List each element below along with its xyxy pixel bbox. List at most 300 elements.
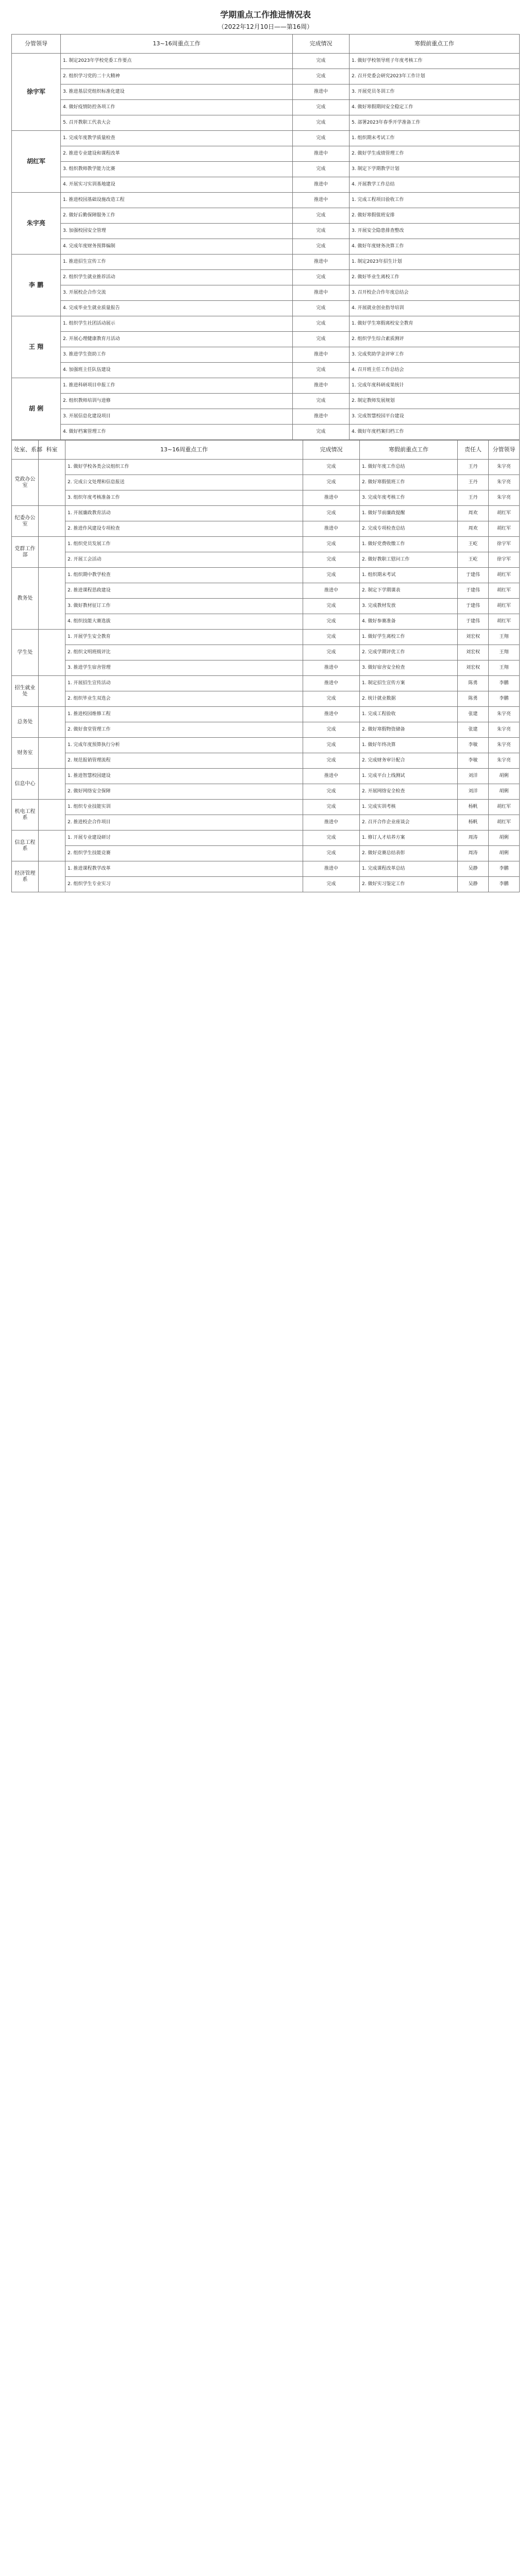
next-task-cell: 1. 修订人才培养方案 xyxy=(360,831,458,846)
task-cell: 1. 完成年度预算执行分析 xyxy=(65,738,303,753)
task-cell: 2. 推进作风建设专项检查 xyxy=(65,521,303,537)
next-task-cell: 2. 召开党委会研究2023年工作计划 xyxy=(350,69,520,84)
dept-name: 机电工程系 xyxy=(12,800,39,831)
owner-cell: 王屹 xyxy=(458,537,489,552)
task-cell: 4. 完成年度财务预算编制 xyxy=(61,239,293,255)
leader-task-row xyxy=(12,193,520,208)
next-task-cell: 3. 完成智慧校园平台建设 xyxy=(350,409,520,425)
status-cell: 推进中 xyxy=(293,285,350,301)
status-cell: 完成 xyxy=(293,301,350,316)
dept-task-row xyxy=(12,506,520,521)
task-cell: 1. 开展招生宣传活动 xyxy=(65,676,303,691)
status-cell: 完成 xyxy=(303,552,360,568)
status-cell: 推进中 xyxy=(293,378,350,394)
section-name xyxy=(39,506,65,537)
next-task-cell: 1. 完成工程项目验收工作 xyxy=(350,193,520,208)
leader-cell: 胡红军 xyxy=(489,583,520,599)
depts-column-header: 分管领导 xyxy=(489,440,520,460)
owner-cell: 刘宏权 xyxy=(458,630,489,645)
status-cell: 完成 xyxy=(293,316,350,332)
dept-name: 信息中心 xyxy=(12,769,39,800)
next-task-cell: 2. 制定下学期课表 xyxy=(360,583,458,599)
leader-cell: 朱宇亮 xyxy=(489,738,520,753)
leader-cell: 胡红军 xyxy=(489,800,520,815)
leader-name: 王 翔 xyxy=(12,316,61,378)
status-cell: 完成 xyxy=(293,363,350,378)
section-name xyxy=(39,537,65,568)
next-task-cell: 1. 组织期末考试 xyxy=(360,568,458,583)
leader-name: 李 鹏 xyxy=(12,255,61,316)
dept-task-row xyxy=(12,676,520,691)
section-name xyxy=(39,769,65,800)
owner-cell: 刘宏权 xyxy=(458,660,489,676)
task-cell: 4. 开展实习实训基地建设 xyxy=(61,177,293,193)
owner-cell: 周涛 xyxy=(458,846,489,861)
leader-cell: 胡红军 xyxy=(489,506,520,521)
leader-task-row xyxy=(12,146,520,162)
task-cell: 1. 完成年度教学质量检查 xyxy=(61,131,293,146)
status-cell: 完成 xyxy=(293,115,350,131)
leader-task-row xyxy=(12,84,520,100)
task-cell: 3. 组织教师教学能力比赛 xyxy=(61,162,293,177)
status-cell: 完成 xyxy=(303,506,360,521)
task-cell: 4. 做好疫情防控各项工作 xyxy=(61,100,293,115)
leader-task-row xyxy=(12,255,520,270)
next-task-cell: 2. 做好竞赛总结表彰 xyxy=(360,846,458,861)
dept-task-row xyxy=(12,490,520,506)
next-task-cell: 3. 完成年度考核工作 xyxy=(360,490,458,506)
status-cell: 完成 xyxy=(303,630,360,645)
next-task-cell: 3. 完成奖助学金评审工作 xyxy=(350,347,520,363)
next-task-cell: 3. 制定下学期教学计划 xyxy=(350,162,520,177)
status-cell: 完成 xyxy=(303,537,360,552)
owner-cell: 于建伟 xyxy=(458,568,489,583)
next-task-cell: 2. 开展网络安全检查 xyxy=(360,784,458,800)
leader-cell: 朱宇亮 xyxy=(489,490,520,506)
owner-cell: 王屹 xyxy=(458,552,489,568)
next-task-cell: 3. 开展党员冬训工作 xyxy=(350,84,520,100)
status-cell: 推进中 xyxy=(293,193,350,208)
next-task-cell: 1. 完成平台上线测试 xyxy=(360,769,458,784)
leader-cell: 朱宇亮 xyxy=(489,475,520,490)
task-cell: 2. 组织毕业生双选会 xyxy=(65,691,303,707)
status-cell: 推进中 xyxy=(303,707,360,722)
task-cell: 1. 开展专业建设研讨 xyxy=(65,831,303,846)
status-cell: 完成 xyxy=(293,208,350,224)
next-task-cell: 3. 完成教材发放 xyxy=(360,599,458,614)
dept-name: 党政办公室 xyxy=(12,460,39,506)
next-task-cell: 2. 做好毕业生离校工作 xyxy=(350,270,520,285)
dept-name: 财务室 xyxy=(12,738,39,769)
next-task-cell: 1. 做好学校领导班子年度考核工作 xyxy=(350,54,520,69)
status-cell: 完成 xyxy=(303,753,360,769)
leader-cell: 李鹏 xyxy=(489,676,520,691)
status-cell: 完成 xyxy=(293,162,350,177)
owner-cell: 吴静 xyxy=(458,861,489,877)
task-cell: 3. 推进学生宿舍管理 xyxy=(65,660,303,676)
owner-cell: 刘洋 xyxy=(458,769,489,784)
task-cell: 2. 组织学生就业推荐活动 xyxy=(61,270,293,285)
depts-column-header: 13~16周重点工作 xyxy=(65,440,303,460)
status-cell: 推进中 xyxy=(293,177,350,193)
next-task-cell: 1. 制定2023年招生计划 xyxy=(350,255,520,270)
leader-task-row xyxy=(12,131,520,146)
depts-column-header: 处室、系部 xyxy=(12,440,39,460)
dept-task-row xyxy=(12,784,520,800)
dept-task-row xyxy=(12,614,520,630)
next-task-cell: 1. 组织期末考试工作 xyxy=(350,131,520,146)
owner-cell: 张建 xyxy=(458,722,489,738)
owner-cell: 周欢 xyxy=(458,506,489,521)
leaders-column-header: 13~16周重点工作 xyxy=(61,35,293,54)
task-cell: 3. 做好教材征订工作 xyxy=(65,599,303,614)
dept-task-row xyxy=(12,537,520,552)
next-task-cell: 1. 做好学生寒假离校安全教育 xyxy=(350,316,520,332)
status-cell: 完成 xyxy=(303,800,360,815)
task-cell: 1. 开展学生安全教育 xyxy=(65,630,303,645)
task-cell: 3. 开展校企合作交流 xyxy=(61,285,293,301)
task-cell: 1. 做好学校各类会议组织工作 xyxy=(65,460,303,475)
next-task-cell: 1. 做好年终决算 xyxy=(360,738,458,753)
task-cell: 3. 加强校园安全管理 xyxy=(61,224,293,239)
task-cell: 2. 组织文明班级评比 xyxy=(65,645,303,660)
status-cell: 推进中 xyxy=(303,861,360,877)
dept-task-row xyxy=(12,460,520,475)
dept-task-row xyxy=(12,815,520,831)
status-cell: 推进中 xyxy=(303,583,360,599)
leader-cell: 胡俐 xyxy=(489,846,520,861)
owner-cell: 王丹 xyxy=(458,490,489,506)
dept-name: 信息工程系 xyxy=(12,831,39,861)
next-task-cell: 2. 做好实习鉴定工作 xyxy=(360,877,458,892)
next-task-cell: 4. 做好年度档案归档工作 xyxy=(350,425,520,440)
dept-task-row xyxy=(12,861,520,877)
leader-name: 胡红军 xyxy=(12,131,61,193)
task-cell: 2. 完成公文处理和信息报送 xyxy=(65,475,303,490)
leader-cell: 徐宇军 xyxy=(489,552,520,568)
status-cell: 推进中 xyxy=(303,815,360,831)
status-cell: 完成 xyxy=(293,270,350,285)
owner-cell: 于建伟 xyxy=(458,599,489,614)
leader-cell: 胡俐 xyxy=(489,769,520,784)
next-task-cell: 1. 完成课程改革总结 xyxy=(360,861,458,877)
status-cell: 完成 xyxy=(303,784,360,800)
task-cell: 2. 组织学生技能竞赛 xyxy=(65,846,303,861)
next-task-cell: 4. 做好年度财务决算工作 xyxy=(350,239,520,255)
status-cell: 推进中 xyxy=(293,84,350,100)
task-cell: 2. 开展工会活动 xyxy=(65,552,303,568)
dept-name: 党群工作部 xyxy=(12,537,39,568)
status-cell: 推进中 xyxy=(303,676,360,691)
task-cell: 2. 组织学习党的二十大精神 xyxy=(61,69,293,84)
leader-task-row xyxy=(12,177,520,193)
next-task-cell: 2. 做好寒假物资储备 xyxy=(360,722,458,738)
leader-task-row xyxy=(12,162,520,177)
section-name xyxy=(39,630,65,676)
leader-cell: 胡红军 xyxy=(489,614,520,630)
next-task-cell: 3. 开展安全隐患排查整改 xyxy=(350,224,520,239)
leader-task-row xyxy=(12,347,520,363)
page-subtitle: （2022年12月10日——第16周） xyxy=(218,23,313,30)
next-task-cell: 2. 做好寒假值班安排 xyxy=(350,208,520,224)
status-cell: 推进中 xyxy=(293,146,350,162)
leader-task-row xyxy=(12,239,520,255)
leader-cell: 胡红军 xyxy=(489,568,520,583)
owner-cell: 周欢 xyxy=(458,521,489,537)
status-cell: 完成 xyxy=(303,691,360,707)
task-cell: 3. 推进学生资助工作 xyxy=(61,347,293,363)
owner-cell: 王丹 xyxy=(458,460,489,475)
next-task-cell: 3. 做好宿舍安全检查 xyxy=(360,660,458,676)
departments-table xyxy=(11,440,520,892)
leader-cell: 李鹏 xyxy=(489,861,520,877)
dept-task-row xyxy=(12,583,520,599)
dept-task-row xyxy=(12,630,520,645)
leader-task-row xyxy=(12,378,520,394)
dept-task-row xyxy=(12,645,520,660)
next-task-cell: 4. 召开班主任工作总结会 xyxy=(350,363,520,378)
task-cell: 1. 组织学生社团活动展示 xyxy=(61,316,293,332)
dept-task-row xyxy=(12,552,520,568)
task-cell: 2. 开展心理健康教育月活动 xyxy=(61,332,293,347)
task-cell: 1. 推进智慧校园建设 xyxy=(65,769,303,784)
dept-name: 招生就业处 xyxy=(12,676,39,707)
depts-column-header: 寒假前重点工作 xyxy=(360,440,458,460)
next-task-cell: 2. 制定教师发展规划 xyxy=(350,394,520,409)
status-cell: 完成 xyxy=(303,846,360,861)
leader-task-row xyxy=(12,224,520,239)
section-name xyxy=(39,800,65,831)
page-title: 学期重点工作推进情况表 xyxy=(220,10,311,20)
status-cell: 完成 xyxy=(293,332,350,347)
leader-cell: 胡红军 xyxy=(489,521,520,537)
owner-cell: 周涛 xyxy=(458,831,489,846)
leader-task-row xyxy=(12,425,520,440)
task-cell: 4. 完成毕业生就业质量报告 xyxy=(61,301,293,316)
next-task-cell: 1. 做好党费收缴工作 xyxy=(360,537,458,552)
leaders-column-header: 寒假前重点工作 xyxy=(350,35,520,54)
dept-task-row xyxy=(12,753,520,769)
owner-cell: 李敏 xyxy=(458,753,489,769)
leaders-column-header: 完成情况 xyxy=(293,35,350,54)
next-task-cell: 4. 开展教学工作总结 xyxy=(350,177,520,193)
status-cell: 完成 xyxy=(303,475,360,490)
depts-column-header: 责任人 xyxy=(458,440,489,460)
next-task-cell: 1. 做好节前廉政提醒 xyxy=(360,506,458,521)
dept-task-row xyxy=(12,660,520,676)
leader-cell: 李鹏 xyxy=(489,877,520,892)
next-task-cell: 1. 完成年度科研成果统计 xyxy=(350,378,520,394)
task-cell: 1. 推进科研项目申报工作 xyxy=(61,378,293,394)
task-cell: 1. 组织专业技能实训 xyxy=(65,800,303,815)
next-task-cell: 1. 做好学生离校工作 xyxy=(360,630,458,645)
section-name xyxy=(39,738,65,769)
status-cell: 完成 xyxy=(303,645,360,660)
task-cell: 2. 做好食堂管理工作 xyxy=(65,722,303,738)
leader-cell: 王翔 xyxy=(489,645,520,660)
dept-name: 经济管理系 xyxy=(12,861,39,892)
next-task-cell: 2. 做好教职工慰问工作 xyxy=(360,552,458,568)
task-cell: 4. 加强班主任队伍建设 xyxy=(61,363,293,378)
dept-task-row xyxy=(12,738,520,753)
status-cell: 推进中 xyxy=(293,347,350,363)
owner-cell: 吴静 xyxy=(458,877,489,892)
leader-cell: 胡红军 xyxy=(489,599,520,614)
owner-cell: 杨帆 xyxy=(458,815,489,831)
status-cell: 推进中 xyxy=(303,769,360,784)
task-cell: 1. 制定2023年学校党委工作要点 xyxy=(61,54,293,69)
dept-name: 教务处 xyxy=(12,568,39,630)
status-cell: 完成 xyxy=(303,614,360,630)
owner-cell: 张建 xyxy=(458,707,489,722)
leader-cell: 胡俐 xyxy=(489,831,520,846)
next-task-cell: 2. 完成学期评优工作 xyxy=(360,645,458,660)
leader-task-row xyxy=(12,54,520,69)
next-task-cell: 2. 组织学生综合素质测评 xyxy=(350,332,520,347)
next-task-cell: 2. 统计就业数据 xyxy=(360,691,458,707)
status-cell: 推进中 xyxy=(303,521,360,537)
next-task-cell: 2. 做好学生成绩管理工作 xyxy=(350,146,520,162)
section-name xyxy=(39,568,65,630)
section-name xyxy=(39,460,65,506)
leader-task-row xyxy=(12,208,520,224)
dept-name: 纪委办公室 xyxy=(12,506,39,537)
status-cell: 推进中 xyxy=(293,255,350,270)
dept-task-row xyxy=(12,568,520,583)
task-cell: 4. 组织技能大赛选拔 xyxy=(65,614,303,630)
task-cell: 1. 推进招生宣传工作 xyxy=(61,255,293,270)
leader-task-row xyxy=(12,285,520,301)
leader-name: 胡 俐 xyxy=(12,378,61,440)
status-cell: 完成 xyxy=(303,599,360,614)
owner-cell: 杨帆 xyxy=(458,800,489,815)
next-task-cell: 2. 完成专项检查总结 xyxy=(360,521,458,537)
next-task-cell: 1. 完成工程验收 xyxy=(360,707,458,722)
leader-name: 朱宇亮 xyxy=(12,193,61,255)
owner-cell: 陈勇 xyxy=(458,691,489,707)
section-name xyxy=(39,707,65,738)
leader-cell: 朱宇亮 xyxy=(489,707,520,722)
task-cell: 5. 召开教职工代表大会 xyxy=(61,115,293,131)
owner-cell: 陈勇 xyxy=(458,676,489,691)
status-cell: 完成 xyxy=(293,239,350,255)
task-cell: 4. 做好档案管理工作 xyxy=(61,425,293,440)
next-task-cell: 4. 开展就业创业指导培训 xyxy=(350,301,520,316)
status-cell: 完成 xyxy=(303,877,360,892)
leader-cell: 王翔 xyxy=(489,660,520,676)
owner-cell: 李敏 xyxy=(458,738,489,753)
status-cell: 完成 xyxy=(293,425,350,440)
status-cell: 完成 xyxy=(303,831,360,846)
next-task-cell: 5. 部署2023年春季开学准备工作 xyxy=(350,115,520,131)
leader-task-row xyxy=(12,100,520,115)
section-name xyxy=(39,676,65,707)
status-cell: 完成 xyxy=(293,54,350,69)
dept-task-row xyxy=(12,831,520,846)
task-cell: 1. 推进校园基础设施改造工程 xyxy=(61,193,293,208)
owner-cell: 刘宏权 xyxy=(458,645,489,660)
dept-task-row xyxy=(12,707,520,722)
leader-cell: 胡俐 xyxy=(489,784,520,800)
leader-task-row xyxy=(12,270,520,285)
leader-cell: 胡红军 xyxy=(489,815,520,831)
task-cell: 2. 组织教师培训与进修 xyxy=(61,394,293,409)
dept-name: 总务处 xyxy=(12,707,39,738)
status-cell: 完成 xyxy=(293,224,350,239)
owner-cell: 于建伟 xyxy=(458,614,489,630)
task-cell: 2. 推进课程思政建设 xyxy=(65,583,303,599)
leader-cell: 朱宇亮 xyxy=(489,722,520,738)
dept-task-row xyxy=(12,475,520,490)
leader-cell: 朱宇亮 xyxy=(489,753,520,769)
task-cell: 1. 组织党员发展工作 xyxy=(65,537,303,552)
task-cell: 2. 组织学生专业实习 xyxy=(65,877,303,892)
task-cell: 1. 推进校园维修工程 xyxy=(65,707,303,722)
task-cell: 1. 开展廉政教育活动 xyxy=(65,506,303,521)
status-cell: 完成 xyxy=(293,69,350,84)
leader-task-row xyxy=(12,332,520,347)
leader-cell: 徐宇军 xyxy=(489,537,520,552)
leaders-table xyxy=(11,34,520,440)
dept-task-row xyxy=(12,846,520,861)
leader-name: 徐宇军 xyxy=(12,54,61,131)
next-task-cell: 1. 制定招生宣传方案 xyxy=(360,676,458,691)
task-cell: 3. 组织年度考核准备工作 xyxy=(65,490,303,506)
leader-cell: 朱宇亮 xyxy=(489,460,520,475)
leader-task-row xyxy=(12,316,520,332)
leaders-header-row xyxy=(12,35,520,54)
dept-task-row xyxy=(12,800,520,815)
next-task-cell: 1. 完成实训考核 xyxy=(360,800,458,815)
leader-cell: 王翔 xyxy=(489,630,520,645)
owner-cell: 于建伟 xyxy=(458,583,489,599)
section-name xyxy=(39,831,65,861)
task-cell: 3. 推进基层党组织标准化建设 xyxy=(61,84,293,100)
status-cell: 完成 xyxy=(303,738,360,753)
status-cell: 完成 xyxy=(293,394,350,409)
status-cell: 推进中 xyxy=(293,409,350,425)
depts-column-header: 科室 xyxy=(39,440,65,460)
next-task-cell: 4. 做好参赛准备 xyxy=(360,614,458,630)
depts-column-header: 完成情况 xyxy=(303,440,360,460)
leader-task-row xyxy=(12,301,520,316)
leader-task-row xyxy=(12,409,520,425)
status-cell: 推进中 xyxy=(303,660,360,676)
leader-task-row xyxy=(12,363,520,378)
status-cell: 完成 xyxy=(303,460,360,475)
next-task-cell: 4. 做好寒假期间安全稳定工作 xyxy=(350,100,520,115)
next-task-cell: 2. 做好寒假值班工作 xyxy=(360,475,458,490)
leader-task-row xyxy=(12,69,520,84)
dept-task-row xyxy=(12,722,520,738)
depts-header-row xyxy=(12,440,520,460)
dept-task-row xyxy=(12,769,520,784)
dept-task-row xyxy=(12,599,520,614)
next-task-cell: 1. 做好年度工作总结 xyxy=(360,460,458,475)
status-cell: 完成 xyxy=(303,722,360,738)
task-cell: 3. 开展信息化建设项目 xyxy=(61,409,293,425)
status-cell: 完成 xyxy=(293,100,350,115)
owner-cell: 刘洋 xyxy=(458,784,489,800)
status-cell: 完成 xyxy=(303,568,360,583)
leader-cell: 李鹏 xyxy=(489,691,520,707)
task-cell: 2. 推进专业建设和课程改革 xyxy=(61,146,293,162)
dept-name: 学生处 xyxy=(12,630,39,676)
next-task-cell: 2. 完成财务审计配合 xyxy=(360,753,458,769)
task-cell: 1. 推进课程教学改革 xyxy=(65,861,303,877)
section-name xyxy=(39,861,65,892)
owner-cell: 王丹 xyxy=(458,475,489,490)
